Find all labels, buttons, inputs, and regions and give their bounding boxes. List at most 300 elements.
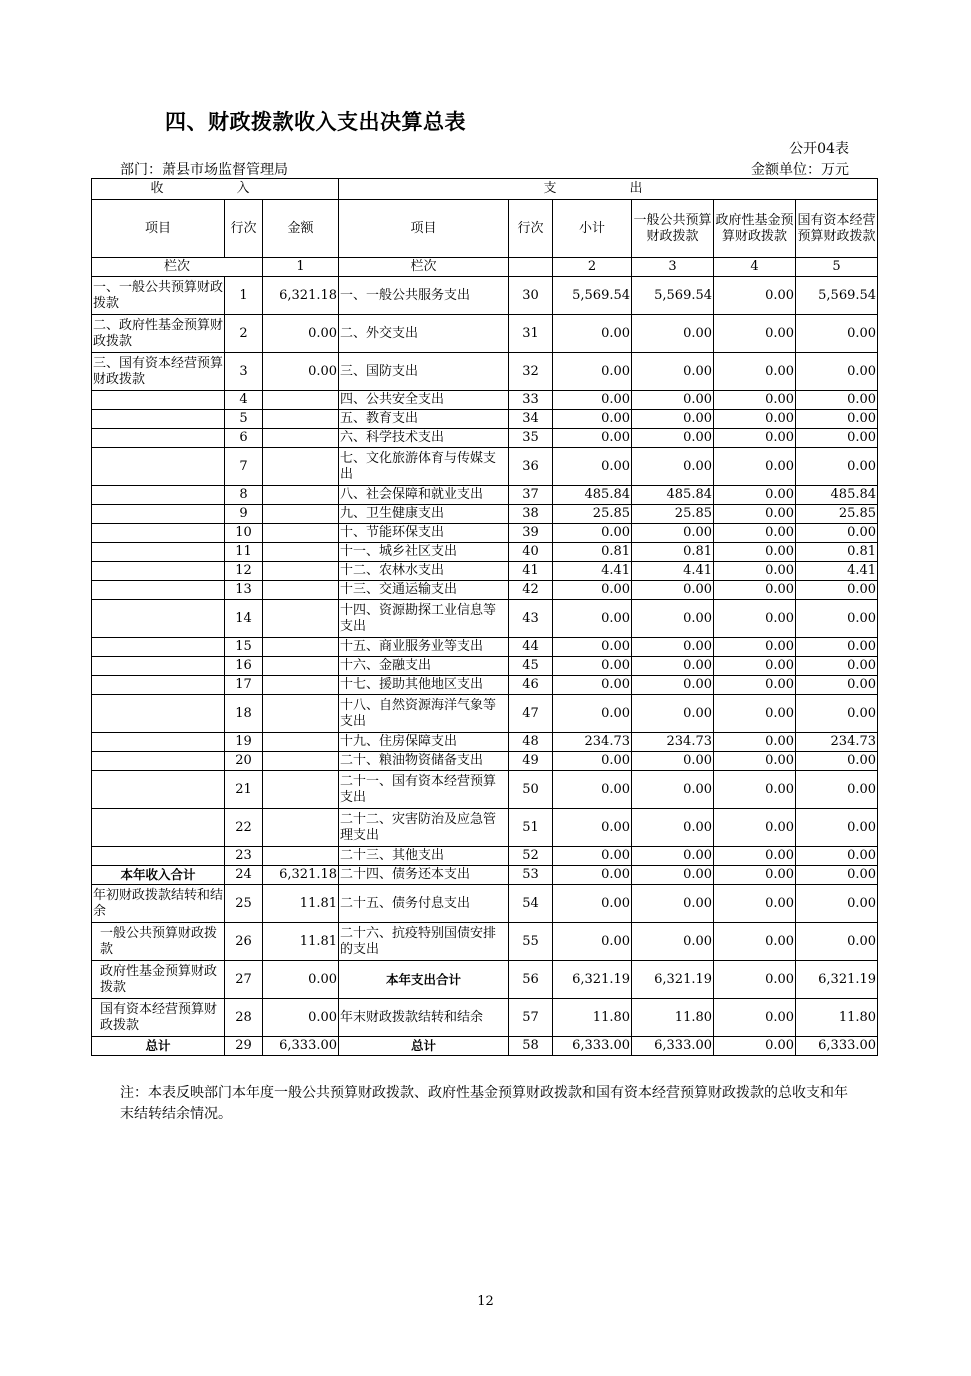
general-budget-value: 485.84 [632, 486, 714, 505]
income-amount [263, 543, 339, 562]
income-amount [263, 771, 339, 809]
income-item [92, 543, 225, 562]
gov-fund-value: 0.00 [714, 809, 796, 847]
income-amount [263, 657, 339, 676]
table-row [92, 809, 878, 847]
table-row [92, 923, 878, 961]
subtotal-value: 0.00 [553, 391, 632, 410]
income-line: 25 [225, 885, 263, 923]
table-row [92, 581, 878, 600]
income-line: 3 [225, 353, 263, 391]
income-item [92, 391, 225, 410]
income-amount: 0.00 [263, 315, 339, 353]
state-capital-value: 0.00 [796, 866, 878, 885]
income-item [92, 448, 225, 486]
income-item: 政府性基金预算财政拨款 [92, 961, 225, 999]
income-item-header: 项目 [92, 200, 225, 258]
table-row [92, 391, 878, 410]
expense-item: 一、一般公共服务支出 [339, 277, 509, 315]
income-amount [263, 676, 339, 695]
general-budget-value: 0.00 [632, 676, 714, 695]
income-item [92, 600, 225, 638]
income-amount [263, 733, 339, 752]
expense-item: 五、教育支出 [339, 410, 509, 429]
state-capital-value: 0.00 [796, 847, 878, 866]
table-row [92, 771, 878, 809]
gov-fund-value: 0.00 [714, 866, 796, 885]
expense-line: 42 [509, 581, 553, 600]
subtotal-value: 0.00 [553, 809, 632, 847]
gov-fund-value: 0.00 [714, 524, 796, 543]
expense-item: 八、社会保障和就业支出 [339, 486, 509, 505]
expense-item: 九、卫生健康支出 [339, 505, 509, 524]
expense-line: 48 [509, 733, 553, 752]
income-item: 本年收入合计 [92, 866, 225, 885]
income-line: 15 [225, 638, 263, 657]
fiscal-table [91, 178, 877, 1056]
income-line: 9 [225, 505, 263, 524]
state-capital-value: 0.00 [796, 885, 878, 923]
income-amount [263, 809, 339, 847]
subtotal-value: 5,569.54 [553, 277, 632, 315]
general-budget-value: 0.00 [632, 315, 714, 353]
state-capital-value: 0.00 [796, 638, 878, 657]
expense-line: 54 [509, 885, 553, 923]
subtotal-value: 0.00 [553, 885, 632, 923]
state-capital-value: 6,321.19 [796, 961, 878, 999]
table-row [92, 961, 878, 999]
income-line: 13 [225, 581, 263, 600]
index-label: 栏次 [92, 258, 263, 277]
income-amount [263, 638, 339, 657]
table-row [92, 847, 878, 866]
expense-line: 52 [509, 847, 553, 866]
state-capital-value: 234.73 [796, 733, 878, 752]
column-index-row [92, 258, 878, 277]
subtotal-value: 0.00 [553, 695, 632, 733]
expense-item: 十八、自然资源海洋气象等支出 [339, 695, 509, 733]
state-capital-value: 0.00 [796, 600, 878, 638]
state-capital-header: 国有资本经营预算财政拨款 [796, 200, 878, 258]
expense-line: 33 [509, 391, 553, 410]
general-budget-value: 5,569.54 [632, 277, 714, 315]
expense-line: 34 [509, 410, 553, 429]
state-capital-value: 0.00 [796, 752, 878, 771]
income-amount [263, 581, 339, 600]
expense-line: 30 [509, 277, 553, 315]
income-item: 年初财政拨款结转和结余 [92, 885, 225, 923]
income-line: 26 [225, 923, 263, 961]
income-line: 27 [225, 961, 263, 999]
subtotal-value: 0.00 [553, 524, 632, 543]
expense-item: 十四、资源勘探工业信息等支出 [339, 600, 509, 638]
expense-item: 二十一、国有资本经营预算支出 [339, 771, 509, 809]
expense-item: 十、节能环保支出 [339, 524, 509, 543]
expense-line: 49 [509, 752, 553, 771]
income-item [92, 524, 225, 543]
expense-item: 二十五、债务付息支出 [339, 885, 509, 923]
gov-fund-value: 0.00 [714, 600, 796, 638]
general-budget-value: 0.00 [632, 847, 714, 866]
expense-line: 46 [509, 676, 553, 695]
gov-fund-value: 0.00 [714, 277, 796, 315]
table-row [92, 676, 878, 695]
expense-line: 53 [509, 866, 553, 885]
income-amount [263, 847, 339, 866]
table-row [92, 695, 878, 733]
expense-item: 二十四、债务还本支出 [339, 866, 509, 885]
general-budget-value: 6,333.00 [632, 1037, 714, 1056]
income-line: 4 [225, 391, 263, 410]
expense-item: 二十二、灾害防治及应急管理支出 [339, 809, 509, 847]
general-budget-value: 0.00 [632, 752, 714, 771]
gov-fund-value: 0.00 [714, 923, 796, 961]
expense-line: 55 [509, 923, 553, 961]
gov-fund-value: 0.00 [714, 638, 796, 657]
income-amount: 0.00 [263, 353, 339, 391]
income-item [92, 676, 225, 695]
expense-line: 57 [509, 999, 553, 1037]
expense-line: 32 [509, 353, 553, 391]
expense-item: 十五、商业服务业等支出 [339, 638, 509, 657]
subtotal-value: 25.85 [553, 505, 632, 524]
income-item [92, 809, 225, 847]
income-line: 19 [225, 733, 263, 752]
gov-fund-value: 0.00 [714, 676, 796, 695]
index-exp-label: 栏次 [339, 258, 509, 277]
income-amount [263, 524, 339, 543]
income-item [92, 847, 225, 866]
income-item [92, 695, 225, 733]
general-budget-value: 0.00 [632, 448, 714, 486]
income-item [92, 752, 225, 771]
income-amount [263, 391, 339, 410]
table-row [92, 885, 878, 923]
general-budget-value: 0.00 [632, 885, 714, 923]
table-row [92, 315, 878, 353]
table-row [92, 543, 878, 562]
expense-line: 37 [509, 486, 553, 505]
income-line: 8 [225, 486, 263, 505]
general-budget-value: 25.85 [632, 505, 714, 524]
table-row [92, 277, 878, 315]
gov-fund-value: 0.00 [714, 448, 796, 486]
expense-item: 六、科学技术支出 [339, 429, 509, 448]
expense-item: 年末财政拨款结转和结余 [339, 999, 509, 1037]
income-line: 7 [225, 448, 263, 486]
gov-fund-header: 政府性基金预算财政拨款 [714, 200, 796, 258]
general-budget-value: 11.80 [632, 999, 714, 1037]
general-budget-value: 0.00 [632, 771, 714, 809]
subtotal-value: 0.00 [553, 448, 632, 486]
subtotal-value: 0.00 [553, 847, 632, 866]
state-capital-value: 0.00 [796, 315, 878, 353]
expense-line-header: 行次 [509, 200, 553, 258]
subtotal-value: 11.80 [553, 999, 632, 1037]
expense-line: 43 [509, 600, 553, 638]
table-row [92, 657, 878, 676]
income-amount: 6,321.18 [263, 277, 339, 315]
expense-line: 56 [509, 961, 553, 999]
table-row [92, 752, 878, 771]
expense-line: 35 [509, 429, 553, 448]
income-item: 总计 [92, 1037, 225, 1056]
subtotal-value: 0.00 [553, 923, 632, 961]
column-header-row [92, 200, 878, 258]
table-row [92, 505, 878, 524]
general-budget-value: 6,321.19 [632, 961, 714, 999]
state-capital-value: 0.00 [796, 448, 878, 486]
subtotal-value: 6,321.19 [553, 961, 632, 999]
expense-item: 二十六、抗疫特别国债安排的支出 [339, 923, 509, 961]
state-capital-value: 0.00 [796, 581, 878, 600]
department-label: 部门：萧县市场监督管理局 [120, 162, 288, 178]
subtotal-value: 0.00 [553, 315, 632, 353]
general-budget-value: 0.00 [632, 524, 714, 543]
income-amount: 6,321.18 [263, 866, 339, 885]
income-item [92, 486, 225, 505]
expense-item: 十六、金融支出 [339, 657, 509, 676]
gov-fund-value: 0.00 [714, 581, 796, 600]
income-line-header: 行次 [225, 200, 263, 258]
subtotal-value: 0.00 [553, 429, 632, 448]
expense-line: 38 [509, 505, 553, 524]
income-item [92, 771, 225, 809]
income-line: 23 [225, 847, 263, 866]
page-title: 四、财政拨款收入支出决算总表 [165, 110, 466, 134]
subtotal-value: 234.73 [553, 733, 632, 752]
income-line: 1 [225, 277, 263, 315]
income-line: 21 [225, 771, 263, 809]
expense-item: 十一、城乡社区支出 [339, 543, 509, 562]
gov-fund-value: 0.00 [714, 999, 796, 1037]
income-line: 18 [225, 695, 263, 733]
income-line: 22 [225, 809, 263, 847]
subtotal-value: 0.00 [553, 600, 632, 638]
gov-fund-value: 0.00 [714, 733, 796, 752]
state-capital-value: 0.00 [796, 410, 878, 429]
income-line: 24 [225, 866, 263, 885]
table-row [92, 562, 878, 581]
income-amount: 0.00 [263, 999, 339, 1037]
income-item [92, 429, 225, 448]
expense-group-header: 支 出 [339, 179, 878, 200]
subtotal-value: 0.00 [553, 410, 632, 429]
income-item [92, 733, 225, 752]
table-row [92, 999, 878, 1037]
state-capital-value: 11.80 [796, 999, 878, 1037]
state-capital-value: 0.00 [796, 429, 878, 448]
table-row [92, 866, 878, 885]
income-item: 一、一般公共预算财政拨款 [92, 277, 225, 315]
income-line: 14 [225, 600, 263, 638]
general-budget-value: 0.00 [632, 923, 714, 961]
state-capital-value: 6,333.00 [796, 1037, 878, 1056]
income-line: 17 [225, 676, 263, 695]
income-amount [263, 600, 339, 638]
gov-fund-value: 0.00 [714, 752, 796, 771]
income-amount [263, 429, 339, 448]
gov-fund-value: 0.00 [714, 1037, 796, 1056]
income-amount [263, 752, 339, 771]
general-budget-value: 0.00 [632, 391, 714, 410]
gov-fund-value: 0.00 [714, 486, 796, 505]
subtotal-value: 485.84 [553, 486, 632, 505]
table-number: 公开04表 [789, 141, 849, 157]
state-capital-value: 25.85 [796, 505, 878, 524]
income-item [92, 562, 225, 581]
expense-item: 十二、农林水支出 [339, 562, 509, 581]
gov-fund-value: 0.00 [714, 505, 796, 524]
table-row [92, 638, 878, 657]
subtotal-value: 0.00 [553, 676, 632, 695]
state-capital-value: 0.00 [796, 391, 878, 410]
gov-fund-value: 0.00 [714, 961, 796, 999]
general-budget-header: 一般公共预算财政拨款 [632, 200, 714, 258]
gov-fund-value: 0.00 [714, 353, 796, 391]
state-capital-value: 0.00 [796, 353, 878, 391]
general-budget-value: 4.41 [632, 562, 714, 581]
expense-item-header: 项目 [339, 200, 509, 258]
income-line: 11 [225, 543, 263, 562]
table-row [92, 600, 878, 638]
general-budget-value: 234.73 [632, 733, 714, 752]
expense-line: 47 [509, 695, 553, 733]
general-budget-value: 0.00 [632, 657, 714, 676]
subtotal-header: 小计 [553, 200, 632, 258]
expense-item: 二十、粮油物资储备支出 [339, 752, 509, 771]
expense-line: 40 [509, 543, 553, 562]
index-blank [509, 258, 553, 277]
general-budget-value: 0.00 [632, 353, 714, 391]
gov-fund-value: 0.00 [714, 429, 796, 448]
expense-line: 36 [509, 448, 553, 486]
income-amount [263, 410, 339, 429]
general-budget-value: 0.00 [632, 638, 714, 657]
state-capital-value: 4.41 [796, 562, 878, 581]
income-line: 10 [225, 524, 263, 543]
expense-item: 三、国防支出 [339, 353, 509, 391]
gov-fund-value: 0.00 [714, 543, 796, 562]
index-state-capital: 5 [796, 258, 878, 277]
income-line: 28 [225, 999, 263, 1037]
subtotal-value: 6,333.00 [553, 1037, 632, 1056]
general-budget-value: 0.00 [632, 600, 714, 638]
general-budget-value: 0.00 [632, 866, 714, 885]
gov-fund-value: 0.00 [714, 562, 796, 581]
income-item [92, 581, 225, 600]
subtotal-value: 0.00 [553, 353, 632, 391]
gov-fund-value: 0.00 [714, 391, 796, 410]
income-line: 29 [225, 1037, 263, 1056]
income-line: 12 [225, 562, 263, 581]
index-gov-fund: 4 [714, 258, 796, 277]
income-line: 5 [225, 410, 263, 429]
expense-line: 39 [509, 524, 553, 543]
expense-item: 十九、住房保障支出 [339, 733, 509, 752]
table-row [92, 448, 878, 486]
index-amount: 1 [263, 258, 339, 277]
index-general: 3 [632, 258, 714, 277]
table-row [92, 524, 878, 543]
general-budget-value: 0.00 [632, 429, 714, 448]
general-budget-value: 0.00 [632, 809, 714, 847]
table-row [92, 1037, 878, 1056]
state-capital-value: 0.00 [796, 923, 878, 961]
state-capital-value: 0.00 [796, 695, 878, 733]
income-amount: 11.81 [263, 923, 339, 961]
gov-fund-value: 0.00 [714, 695, 796, 733]
subtotal-value: 0.00 [553, 638, 632, 657]
expense-line: 50 [509, 771, 553, 809]
general-budget-value: 0.00 [632, 581, 714, 600]
expense-item: 二十三、其他支出 [339, 847, 509, 866]
income-amount [263, 562, 339, 581]
expense-line: 58 [509, 1037, 553, 1056]
subtotal-value: 0.81 [553, 543, 632, 562]
income-amount: 0.00 [263, 961, 339, 999]
income-amount [263, 486, 339, 505]
income-item [92, 505, 225, 524]
expense-item: 本年支出合计 [339, 961, 509, 999]
expense-item: 十三、交通运输支出 [339, 581, 509, 600]
income-group-header: 收 入 [92, 179, 339, 200]
state-capital-value: 0.81 [796, 543, 878, 562]
expense-item: 二、外交支出 [339, 315, 509, 353]
general-budget-value: 0.81 [632, 543, 714, 562]
state-capital-value: 0.00 [796, 676, 878, 695]
income-line: 20 [225, 752, 263, 771]
table-row [92, 486, 878, 505]
income-item [92, 410, 225, 429]
page-number: 12 [477, 1294, 494, 1309]
gov-fund-value: 0.00 [714, 315, 796, 353]
subtotal-value: 0.00 [553, 581, 632, 600]
income-item: 国有资本经营预算财政拨款 [92, 999, 225, 1037]
gov-fund-value: 0.00 [714, 771, 796, 809]
income-item: 二、政府性基金预算财政拨款 [92, 315, 225, 353]
state-capital-value: 0.00 [796, 771, 878, 809]
income-amount-header: 金额 [263, 200, 339, 258]
expense-item: 七、文化旅游体育与传媒支出 [339, 448, 509, 486]
gov-fund-value: 0.00 [714, 885, 796, 923]
income-line: 16 [225, 657, 263, 676]
expense-line: 44 [509, 638, 553, 657]
state-capital-value: 0.00 [796, 657, 878, 676]
subtotal-value: 0.00 [553, 752, 632, 771]
group-header-row [92, 179, 878, 200]
subtotal-value: 4.41 [553, 562, 632, 581]
state-capital-value: 485.84 [796, 486, 878, 505]
expense-line: 45 [509, 657, 553, 676]
index-subtotal: 2 [553, 258, 632, 277]
state-capital-value: 0.00 [796, 524, 878, 543]
table-row [92, 733, 878, 752]
state-capital-value: 0.00 [796, 809, 878, 847]
subtotal-value: 0.00 [553, 771, 632, 809]
expense-line: 51 [509, 809, 553, 847]
income-item [92, 657, 225, 676]
income-amount [263, 448, 339, 486]
gov-fund-value: 0.00 [714, 847, 796, 866]
general-budget-value: 0.00 [632, 695, 714, 733]
unit-label: 金额单位：万元 [751, 162, 849, 178]
income-amount [263, 695, 339, 733]
table-note: 注：本表反映部门本年度一般公共预算财政拨款、政府性基金预算财政拨款和国有资本经营预算财政拨款的总收支和年末结转结余情况。 [120, 1085, 848, 1122]
expense-item: 十七、援助其他地区支出 [339, 676, 509, 695]
table-row [92, 410, 878, 429]
expense-item: 四、公共安全支出 [339, 391, 509, 410]
